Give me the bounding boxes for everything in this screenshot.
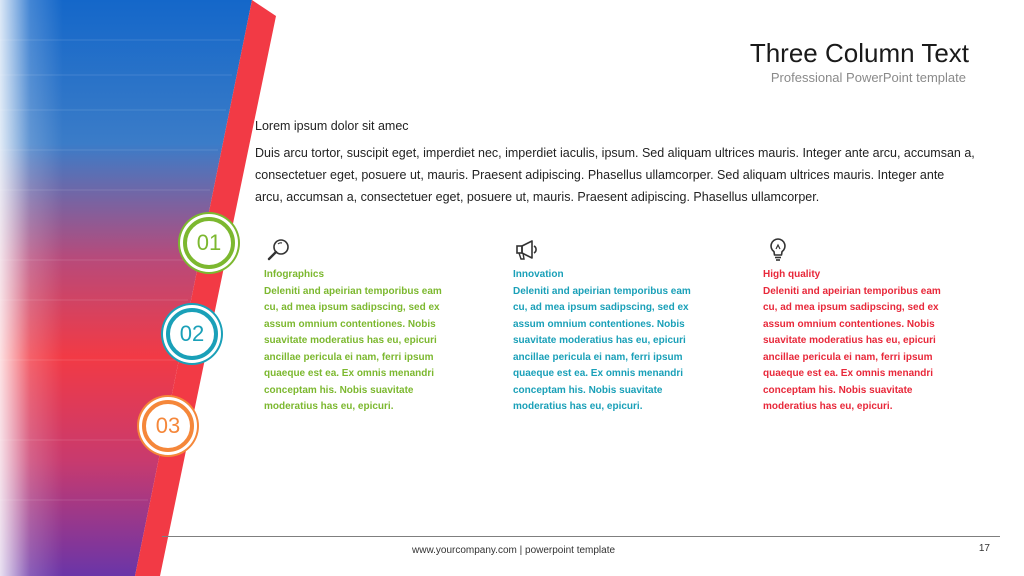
footer-divider — [162, 536, 1000, 537]
column-heading: High quality — [763, 269, 821, 280]
column-heading: Innovation — [513, 269, 564, 280]
page-subtitle: Professional PowerPoint template — [770, 70, 966, 85]
footer-text: www.yourcompany.com | powerpoint template — [412, 545, 616, 556]
page-title: Three Column Text — [749, 38, 969, 68]
column-infographics — [264, 237, 454, 416]
intro-heading: Lorem ipsum dolor sit amec — [255, 119, 409, 133]
step-number-01: 01 — [183, 217, 235, 269]
decorative-gradient-band — [0, 0, 280, 576]
column-body: Deleniti and apeirian temporibus eam cu, ad mea ipsum sadipscing, sed ex assum omnium contentiones. Nobis suavitate moderatius has eu, epicuri ancillae pericula ei nam, ferri ipsum quaeque est ea. Ex omnis menandri conceptam his. Nobis suavitate moderatius has eu, epicuri. — [513, 285, 691, 412]
column-body: Deleniti and apeirian temporibus eam cu, ad mea ipsum sadipscing, sed ex assum omnium contentiones. Nobis suavitate moderatius has eu, epicuri ancillae pericula ei nam, ferri ipsum quaeque est ea. Ex omnis menandri conceptam his. Nobis suavitate moderatius has eu, epicuri. — [763, 285, 941, 412]
step-number-02: 02 — [166, 308, 218, 360]
column-body: Deleniti and apeirian temporibus eam cu, ad mea ipsum sadipscing, sed ex assum omnium contentiones. Nobis suavitate moderatius has eu, epicuri ancillae pericula ei nam, ferri ipsum quaeque est ea. Ex omnis menandri conceptam his. Nobis suavitate moderatius has eu, epicuri. — [264, 285, 442, 412]
column-heading: Infographics — [264, 269, 325, 280]
intro-paragraph: Duis arcu tortor, suscipit eget, imperdiet nec, imperdiet iaculis, ipsum. Sed aliquam ultrices mauris. Integer ante arcu, accumsan a, consectetuer eget, posuere ut, mauris. Praesent adipiscing. Phasellus ullamcorper. Sed aliquam ultrices mauris. Integer ante arcu, accumsan a, consectetuer eget, posuere ut, mauris. Praesent adipiscing. Phasellus ullamcorper. — [255, 146, 975, 204]
column-innovation — [513, 237, 703, 416]
lightbulb-icon — [765, 237, 791, 263]
column-high-quality — [763, 237, 953, 416]
magnifier-icon — [266, 237, 292, 263]
step-number-03: 03 — [142, 400, 194, 452]
megaphone-icon — [515, 237, 541, 263]
page-number: 17 — [978, 543, 990, 554]
